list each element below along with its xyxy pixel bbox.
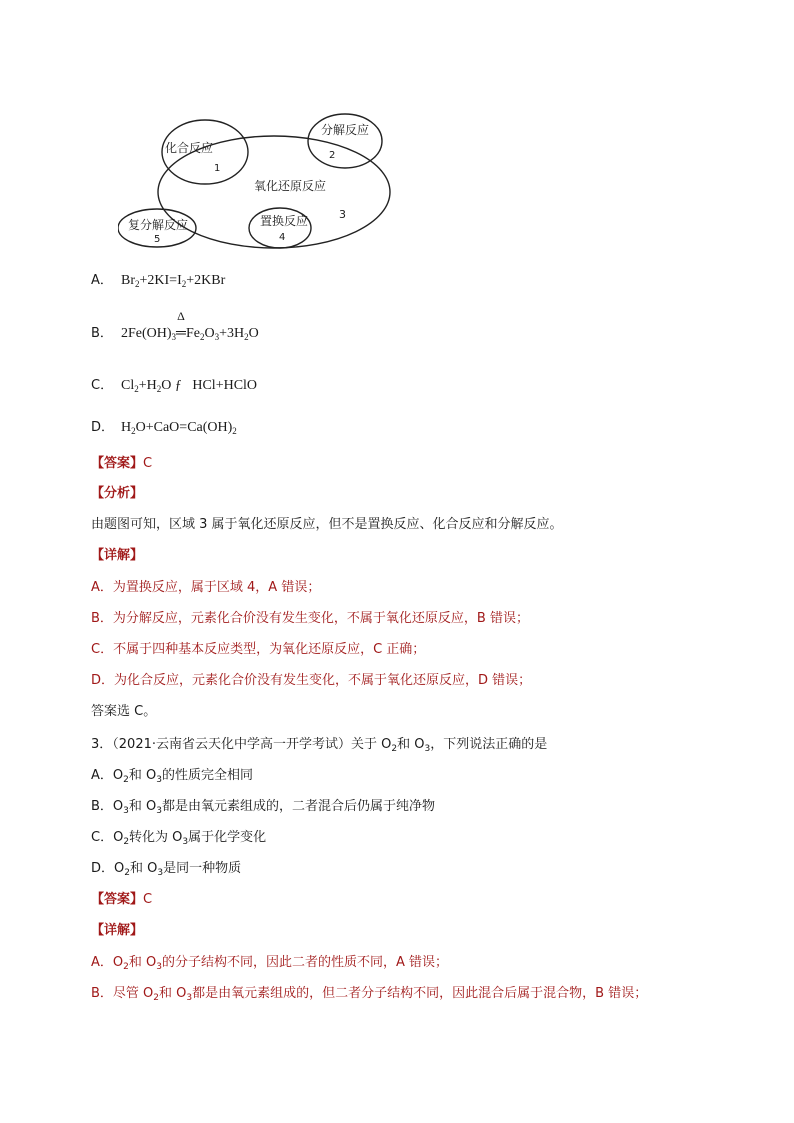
option-b-sub: 2	[199, 332, 205, 342]
option-d-sub: 2	[232, 426, 237, 436]
option-c-text: Cl	[121, 378, 135, 393]
q3-option-text: 的性质完全相同	[161, 768, 253, 783]
q3-detail-sub: 2	[123, 962, 129, 972]
q3-option-text: 转化为 O	[129, 830, 183, 845]
q3-option-text: D．O	[91, 861, 125, 876]
q3-detail-text: 和 O	[159, 986, 187, 1001]
q3-option-text: B．O	[91, 799, 124, 814]
option-d-sub: 2	[131, 426, 136, 436]
q3-option-b	[91, 798, 734, 816]
q3-detail-text: A．O	[91, 955, 124, 970]
option-a	[91, 272, 734, 290]
q3-option-sub: 2	[123, 837, 130, 847]
option-a-text: Br	[121, 273, 135, 288]
option-b-sub: 2	[244, 332, 249, 342]
option-c-sub: 2	[134, 384, 139, 394]
option-b	[91, 309, 734, 343]
stem-text: 3．（2021·云南省云天化中学高一开学考试）关于 O	[91, 737, 392, 752]
q3-option-text: A．O	[91, 768, 124, 783]
option-a-sub: 2	[181, 279, 187, 289]
delta-symbol: Δ	[177, 309, 185, 323]
label-double-displacement: 复分解反应	[128, 218, 189, 232]
conclusion-text: 答案选 C。	[91, 704, 157, 719]
q3-detail-text: 都是由氧元素组成的，但二者分子结构不同，因此混合后属于混合物，B 错误；	[192, 986, 648, 1001]
q3-detail-tag: 【详解】	[91, 923, 144, 938]
stem-text: ，下列说法正确的是	[430, 737, 548, 752]
q3-option-sub: 2	[124, 868, 130, 878]
q3-detail-a	[91, 954, 734, 972]
q3-option-sub: 2	[123, 775, 129, 785]
q2-answer	[91, 455, 734, 473]
label-combination: 化合反应	[165, 141, 214, 155]
q3-option-text: 属于化学变化	[188, 830, 267, 845]
option-c-text: +H	[138, 378, 157, 393]
detail-line: A．为置换反应，属于区域 4，A 错误；	[91, 580, 321, 595]
option-a-label: A．	[91, 273, 113, 288]
option-c-label: C．	[91, 378, 114, 393]
answer-value: C	[143, 892, 153, 907]
answer-tag: 【答案】	[91, 892, 144, 907]
option-a-text: +2KBr	[186, 273, 226, 288]
q3-option-d	[91, 860, 734, 878]
question-3-stem	[91, 736, 734, 754]
q3-option-sub: 3	[156, 806, 162, 816]
option-d-label: D．	[91, 420, 115, 435]
option-d-text: H	[121, 420, 132, 435]
option-b-text: O	[204, 326, 215, 341]
label-decomposition: 分解反应	[321, 123, 370, 137]
stem-text: 和 O	[397, 737, 425, 752]
answer-tag: 【答案】	[91, 456, 144, 471]
label-n5: 5	[154, 234, 161, 245]
option-b-text: 2Fe(OH)	[121, 326, 172, 341]
q3-detail-text: B．尽管 O	[91, 986, 154, 1001]
q3-detail-sub: 3	[186, 993, 193, 1003]
q3-detail-sub: 2	[153, 993, 160, 1003]
reaction-type-diagram	[118, 108, 402, 250]
analysis-text: 由题图可知，区域 3 属于氧化还原反应，但不是置换反应、化合反应和分解反应。	[91, 517, 563, 532]
analysis-tag: 【分析】	[91, 486, 144, 501]
q3-detail-text: 的分子结构不同，因此二者的性质不同，A 错误；	[161, 955, 449, 970]
heat-condition	[176, 309, 186, 343]
detail-line: D．为化合反应，元素化合价没有发生变化，不属于氧化还原反应，D 错误；	[91, 673, 532, 688]
detail-tag: 【详解】	[91, 548, 144, 563]
option-b-label: B．	[91, 326, 113, 341]
q3-option-a	[91, 767, 734, 785]
stem-sub: 2	[391, 744, 398, 754]
q3-option-sub: 3	[157, 868, 164, 878]
detail-line: B．为分解反应，元素化合价没有发生变化，不属于氧化还原反应，B 错误；	[91, 611, 529, 626]
answer-value: C	[143, 456, 153, 471]
option-b-sub: 3	[214, 332, 220, 342]
q3-option-text: 和 O	[129, 861, 158, 876]
detail-line: C．不属于四种基本反应类型，为氧化还原反应，C 正确；	[91, 642, 426, 657]
option-d-text: O+CaO=Ca(OH)	[135, 420, 233, 435]
option-c-text: O ƒ HCl+HClO	[161, 378, 258, 393]
q3-option-text: 和 O	[128, 799, 157, 814]
option-d	[91, 419, 734, 437]
label-n3: 3	[339, 208, 346, 221]
stem-sub: 3	[424, 744, 431, 754]
option-a-sub: 2	[135, 279, 140, 289]
q3-answer	[91, 891, 734, 909]
option-a-text: +2KI=I	[139, 273, 182, 288]
label-displacement: 置换反应	[260, 214, 309, 228]
option-b-text: +3H	[219, 326, 245, 341]
option-c	[91, 377, 734, 395]
label-n2: 2	[329, 150, 336, 161]
q3-option-sub: 3	[156, 775, 162, 785]
q3-option-c	[91, 829, 734, 847]
q3-detail-text: 和 O	[128, 955, 157, 970]
option-b-sub: 3	[171, 332, 177, 342]
q3-option-text: C．O	[91, 830, 124, 845]
q3-detail-b	[91, 985, 734, 1003]
q3-option-text: 和 O	[128, 768, 157, 783]
label-n4: 4	[279, 232, 286, 243]
q3-option-sub: 3	[123, 806, 129, 816]
label-redox: 氧化还原反应	[254, 179, 327, 193]
q3-option-text: 都是由氧元素组成的，二者混合后仍属于纯净物	[162, 799, 436, 814]
equals-sign: ═	[176, 326, 186, 341]
q3-detail-sub: 3	[156, 962, 162, 972]
label-n1: 1	[214, 163, 221, 174]
option-b-text: O	[248, 326, 259, 341]
q3-option-sub: 3	[182, 837, 189, 847]
q3-option-text: 是同一种物质	[163, 861, 242, 876]
option-c-sub: 2	[156, 384, 162, 394]
option-b-text: Fe	[185, 326, 200, 341]
